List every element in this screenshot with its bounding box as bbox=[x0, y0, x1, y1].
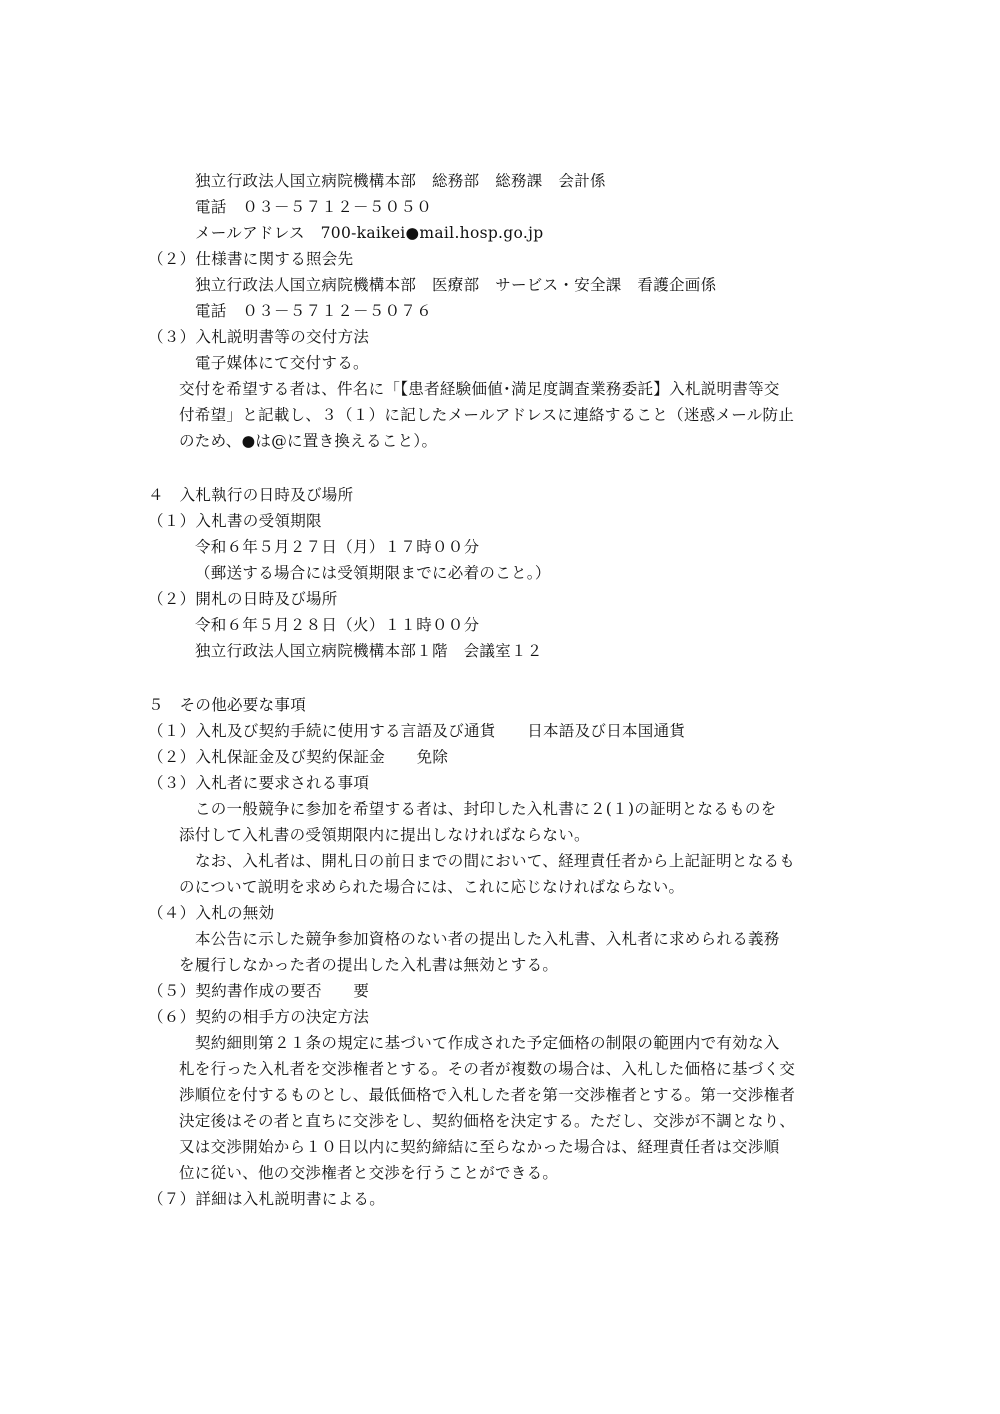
bid-deadline-date: 令和６年５月２７日（月）１７時００分 bbox=[195, 538, 480, 556]
accounting-org: 独立行政法人国立病院機構本部 総務部 総務課 会計係 bbox=[195, 172, 606, 190]
opening-place: 独立行政法人国立病院機構本部１階 会議室１２ bbox=[195, 642, 543, 660]
contract-document: （５）契約書作成の要否 要 bbox=[148, 982, 370, 1000]
bidder-requirements-line: 添付して入札書の受領期限内に提出しなければならない。 bbox=[179, 826, 590, 844]
distribution-line: 交付を希望する者は、件名に「【患者経験価値･満足度調査業務委託】入札説明書等交 bbox=[179, 380, 780, 398]
details-note: （７）詳細は入札説明書による。 bbox=[148, 1190, 386, 1208]
distribution-line: のため、●は@に置き換えること）。 bbox=[179, 432, 438, 450]
language-currency: （１）入札及び契約手続に使用する言語及び通貨 日本語及び日本国通貨 bbox=[148, 722, 686, 740]
counterparty-line: 札を行った入札者を交渉権者とする。その者が複数の場合は、入札した価格に基づく交 bbox=[179, 1060, 796, 1078]
counterparty-line: 位に従い、他の交渉権者と交渉を行うことができる。 bbox=[179, 1164, 559, 1182]
invalid-bid-line: 本公告に示した競争参加資格のない者の提出した入札書、入札者に求められる義務 bbox=[195, 930, 780, 948]
distribution-line: 電子媒体にて交付する。 bbox=[195, 354, 369, 372]
section-4-heading: ４ 入札執行の日時及び場所 bbox=[148, 486, 354, 504]
opening-heading: （２）開札の日時及び場所 bbox=[148, 590, 338, 608]
counterparty-line: 又は交渉開始から１０日以内に契約締結に至らなかった場合は、経理責任者は交渉順 bbox=[179, 1138, 780, 1156]
bidder-requirements-line: なお、入札者は、開札日の前日までの間において、経理責任者から上記証明となるも bbox=[195, 852, 796, 870]
opening-date: 令和６年５月２８日（火）１１時００分 bbox=[195, 616, 480, 634]
distribution-line: 付希望」と記載し、３（１）に記したメールアドレスに連絡すること（迷惑メール防止 bbox=[179, 406, 795, 424]
invalid-bid-heading: （４）入札の無効 bbox=[148, 904, 275, 922]
bidder-requirements-heading: （３）入札者に要求される事項 bbox=[148, 774, 370, 792]
deposit: （２）入札保証金及び契約保証金 免除 bbox=[148, 748, 449, 766]
distribution-heading: （３）入札説明書等の交付方法 bbox=[148, 328, 370, 346]
spec-inquiry-heading: （２）仕様書に関する照会先 bbox=[148, 250, 354, 268]
invalid-bid-line: を履行しなかった者の提出した入札書は無効とする。 bbox=[179, 956, 559, 974]
bidder-requirements-line: のについて説明を求められた場合には、これに応じなければならない。 bbox=[179, 878, 685, 896]
counterparty-line: 契約細則第２１条の規定に基づいて作成された予定価格の制限の範囲内で有効な入 bbox=[195, 1034, 780, 1052]
bidder-requirements-line: この一般競争に参加を希望する者は、封印した入札書に２(１)の証明となるものを bbox=[195, 800, 777, 818]
spec-inquiry-org: 独立行政法人国立病院機構本部 医療部 サービス・安全課 看護企画係 bbox=[195, 276, 717, 294]
spec-inquiry-phone: 電話 ０３－５７１２－５０７６ bbox=[195, 302, 433, 320]
section-5-heading: ５ その他必要な事項 bbox=[148, 696, 307, 714]
counterparty-line: 渉順位を付するものとし、最低価格で入札した者を第一交渉権者とする。第一交渉権者 bbox=[179, 1086, 796, 1104]
bid-deadline-note: （郵送する場合には受領期限までに必着のこと。） bbox=[195, 564, 551, 582]
counterparty-line: 決定後はその者と直ちに交渉をし、契約価格を決定する。ただし、交渉が不調となり、 bbox=[179, 1112, 796, 1130]
counterparty-heading: （６）契約の相手方の決定方法 bbox=[148, 1008, 370, 1026]
accounting-phone: 電話 ０３－５７１２－５０５０ bbox=[195, 198, 433, 216]
accounting-email: メールアドレス 700-kaikei●mail.hosp.go.jp bbox=[195, 224, 544, 242]
bid-deadline-heading: （１）入札書の受領期限 bbox=[148, 512, 322, 530]
